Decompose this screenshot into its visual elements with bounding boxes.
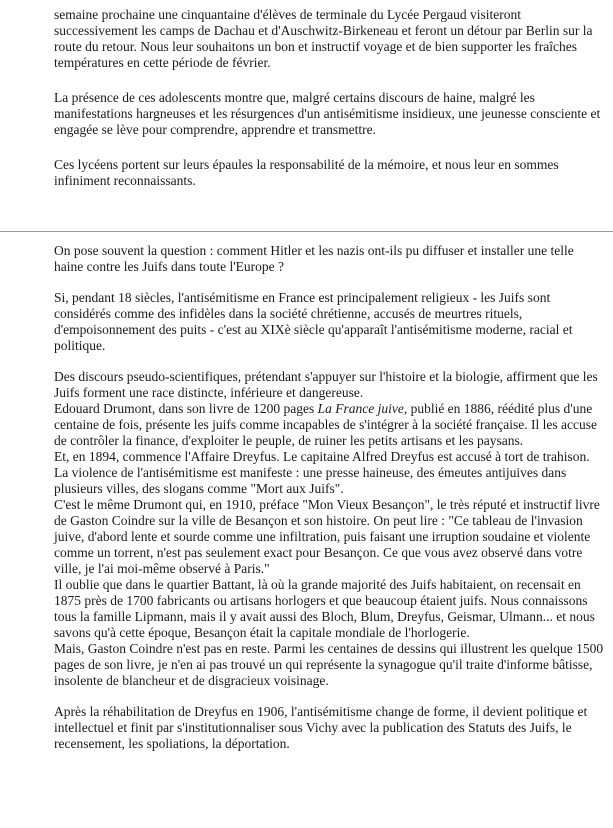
paragraph-battant: Il oublie que dans le quartier Battant, là où la grande majorité des Juifs habitaient, on recensait en 1875 près de 1700 fabricants ou artisans horlogers et que beaucoup étaient juifs. Nous connaissons tous la famille Lipmann, mais il y avait aussi des Bloch, Blum, Dreyfus, Geismar, Ulmann... et nous savons qu'à cette époque, Besançon était la capitale mondiale de l'horlogerie. — [54, 577, 595, 640]
section-divider — [0, 231, 613, 232]
drumont-text-after: , publié en 1886, réédité plus d'une centaine de fois, présente les juifs comme incapables de s'intégrer à la société française. Il les accuse de contrôler la finance, d'exploiter le peuple, de ruiner les petits artisans et les paysans. — [54, 401, 597, 448]
paragraph-youth: La présence de ces adolescents montre que, malgré certains discours de haine, malgré les manifestations hargneuses et les résurgences d'un antisémitisme insidieux, une jeunesse consciente et engagée se lève pour comprendre, apprendre et transmettre. — [54, 90, 601, 137]
paragraph-memory: Ces lycéens portent sur leurs épaules la responsabilité de la mémoire, et nous leur en sommes infiniment reconnaissants. — [54, 157, 559, 188]
paragraph-dreyfus: Et, en 1894, commence l'Affaire Dreyfus. Le capitaine Alfred Dreyfus est accusé à tort de trahison. La violence de l'antisémitisme est manifeste : une presse haineuse, des émeutes antijuives dans plusieurs villes, des slogans comme "Mort aux Juifs". — [54, 449, 590, 496]
paragraph-pseudo-science: Des discours pseudo-scientifiques, prétendant s'appuyer sur l'histoire et la biologie, affirment que les Juifs forment une race distincte, inférieure et dangereuse. — [54, 369, 598, 400]
paragraph-trip: semaine prochaine une cinquantaine d'élèves de terminale du Lycée Pergaud visiteront successivement les camps de Dachau et d'Auschwitz-Birkeneau et feront un détour par Berlin sur la route du retour. Nous leur souhaitons un bon et instructif voyage et de bien supporter les fraîches températures en cette période de février. — [54, 7, 593, 70]
paragraph-vichy: Après la réhabilitation de Dreyfus en 1906, l'antisémitisme change de forme, il devient politique et intellectuel et finit par s'institutionnaliser sous Vichy avec la publication des Statuts des Juifs, le recensement, les spoliations, la déportation. — [54, 704, 588, 751]
paragraph-drumont — [54, 401, 606, 449]
paragraph-coindre: Mais, Gaston Coindre n'est pas en reste. Parmi les centaines de dessins qui illustrent les quelque 1500 pages de son livre, je n'en ai pas trouvé un qui représente la synagogue qu'il traite d'informe bâtisse, insolente de blancheur et de disgracieux voisinage. — [54, 641, 604, 688]
document-page-section2 — [54, 243, 606, 752]
book-title: La France juive — [317, 401, 404, 416]
paragraph-question: On pose souvent la question : comment Hitler et les nazis ont-ils pu diffuser et installer une telle haine contre les Juifs dans toute l'Europe ? — [54, 243, 574, 274]
document-page — [54, 7, 606, 189]
paragraph-besancon: C'est le même Drumont qui, en 1910, préface "Mon Vieux Besançon", le très réputé et instructif livre de Gaston Coindre sur la ville de Besançon et son histoire. On peut lire : "Ce tableau de l'invasion juive, d'abord lente et sourde comme une infiltration, puis faisant une irruption soudaine et violente comme un torrent, n'est pas seulement exact pour Besançon. Ce que vous avez observé dans votre ville, je l'ai moi-même observé à Paris." — [54, 497, 600, 576]
paragraph-religious: Si, pendant 18 siècles, l'antisémitisme en France est principalement religieux - les Juifs sont considérés comme des infidèles dans la société chrétienne, accusés de meurtres rituels, d'empoisonnement des puits - c'est au XIXè siècle qu'apparaît l'antisémitisme moderne, racial et politique. — [54, 290, 573, 353]
drumont-text-before: Edouard Drumont, dans son livre de 1200 pages — [54, 401, 318, 416]
